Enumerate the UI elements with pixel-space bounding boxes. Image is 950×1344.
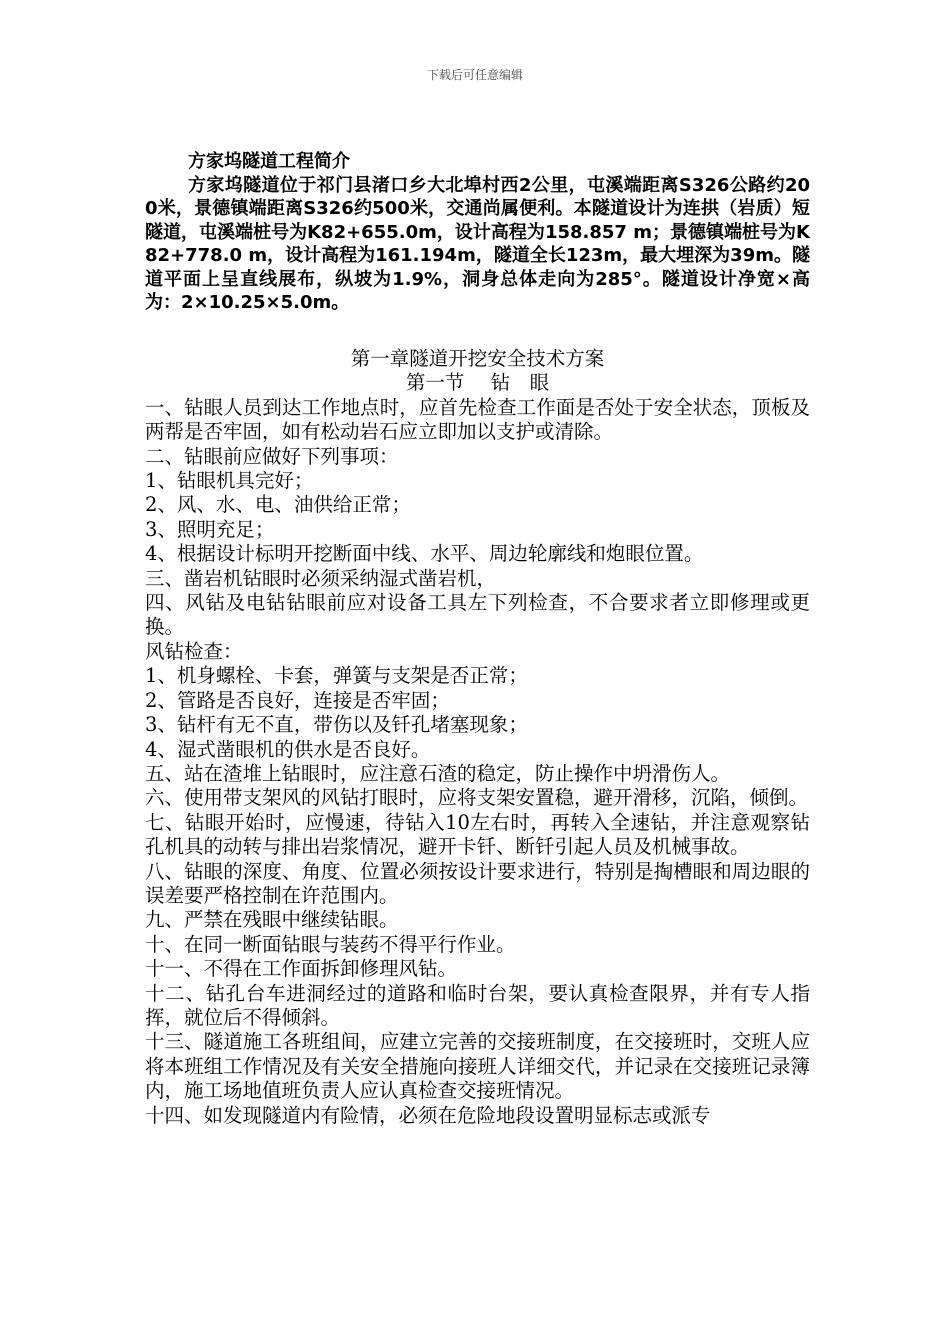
document-body xyxy=(145,347,810,1128)
paragraph: 九、严禁在残眼中继续钻眼。 xyxy=(145,908,399,932)
list-item: 1、钻眼机具完好； xyxy=(145,469,314,493)
paragraph: 十二、钻孔台车进洞经过的道路和临时台架，要认真检查限界，并有专人指挥，就位后不得倾斜。 xyxy=(145,981,810,1029)
paragraph: 二、钻眼前应做好下列事项： xyxy=(145,444,399,468)
paragraph: 十三、隧道施工各班组间，应建立完善的交接班制度，在交接班时，交班人应将本班组工作情况及有关安全措施向接班人详细交代，并记录在交接班记录簿内，施工场地值班负责人应认真检查交接班情况。 xyxy=(145,1030,810,1103)
paragraph: 十一、不得在工作面拆卸修理风钻。 xyxy=(145,957,458,981)
section-name: 钻 眼 xyxy=(490,371,550,395)
list-item: 2、管路是否良好，连接是否牢固； xyxy=(145,688,450,712)
list-item: 1、机身螺栓、卡套，弹簧与支架是否正常； xyxy=(145,664,528,688)
paragraph: 六、使用带支架风的风钻打眼时，应将支架安置稳，避开滑移，沉陷，倾倒。 xyxy=(145,786,809,810)
paragraph: 十、在同一断面钻眼与装药不得平行作业。 xyxy=(145,932,516,956)
list-item: 4、湿式凿眼机的供水是否良好。 xyxy=(145,737,431,761)
list-item: 3、钻杆有无不直，带伤以及钎孔堵塞现象； xyxy=(145,713,528,737)
list-item: 2、风、水、电、油供给正常； xyxy=(145,493,411,517)
section-title xyxy=(145,371,810,395)
paragraph: 五、站在渣堆上钻眼时，应注意石渣的稳定，防止操作中坍滑伤人。 xyxy=(145,761,731,785)
intro-block xyxy=(145,150,810,315)
subheading: 风钻检查： xyxy=(145,639,243,663)
paragraph: 十四、如发现隧道内有险情，必须在危险地段设置明显标志或派专 xyxy=(145,1103,711,1127)
list-item: 3、照明充足； xyxy=(145,517,275,541)
intro-title: 方家坞隧道工程简介 xyxy=(188,151,350,172)
paragraph: 八、钻眼的深度、角度、位置必须按设计要求进行，特别是掏槽眼和周边眼的误差要严格控制在许范围内。 xyxy=(145,859,810,907)
paragraph: 七、钻眼开始时，应慢速，待钻入10左右时，再转入全速钻，并注意观察钻孔机具的动转与排出岩浆情况，避开卡钎、断钎引起人员及机械事故。 xyxy=(145,810,810,859)
paragraph: 一、钻眼人员到达工作地点时，应首先检查工作面是否处于安全状态，顶板及两帮是否牢固，如有松动岩石应立即加以支护或清除。 xyxy=(145,395,810,444)
header-note: 下载后可任意编辑 xyxy=(426,68,523,82)
paragraph: 三、凿岩机钻眼时必须采纳湿式凿岩机， xyxy=(145,566,497,590)
paragraph: 四、风钻及电钻钻眼前应对设备工具左下列检查，不合要求者立即修理或更换。 xyxy=(145,591,810,639)
intro-body: 方家坞隧道位于祁门县渚口乡大北埠村西2公里，屯溪端距离S326公路约200米，景德镇端距离S326约500米，交通尚属便利。本隧道设计为连拱（岩质）短隧道，屯溪端桩号为K82+655.0m，设计高程为158.857 m；景德镇端桩号为K82+778.0 m，设计高程为161.194m，隧道全长123m，最大埋深为39m。隧道平面上呈直线展布，纵坡为1.9%，洞身总体走向为285°。隧道设计净宽×高为：2×10.25×5.0m。 xyxy=(145,174,810,313)
list-item: 4、根据设计标明开挖断面中线、水平、周边轮廓线和炮眼位置。 xyxy=(145,542,704,566)
section-label: 第一节 xyxy=(405,371,465,395)
chapter-title: 第一章隧道开挖安全技术方案 xyxy=(350,347,605,370)
